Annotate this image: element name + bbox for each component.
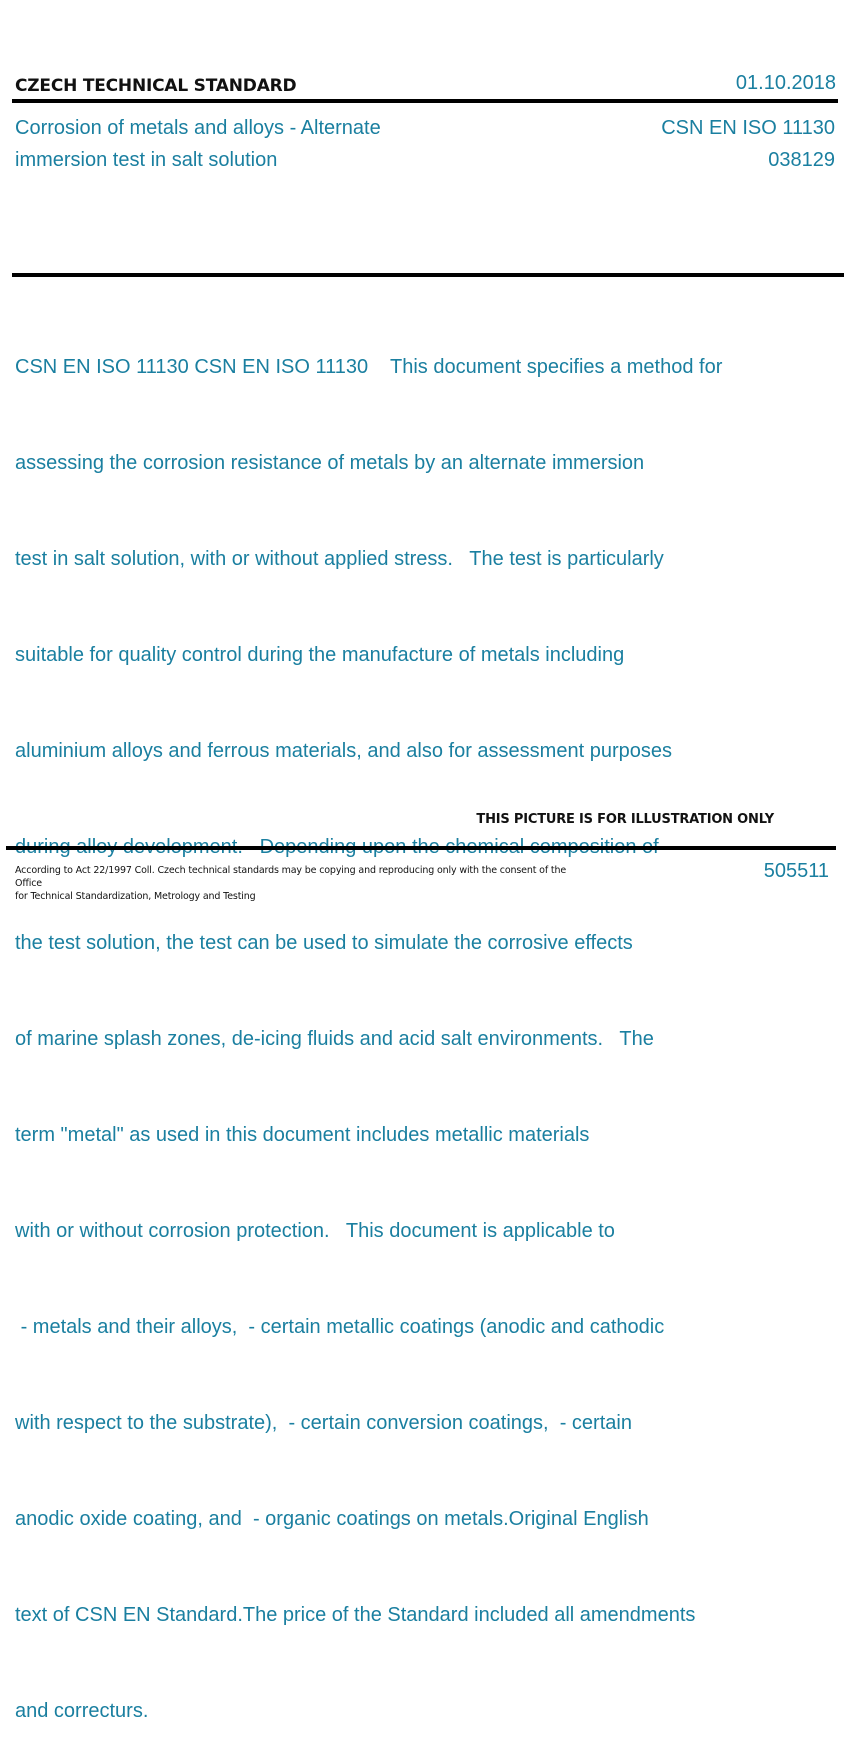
catalog-number: 505511 xyxy=(763,860,829,882)
bottom-divider xyxy=(6,846,836,850)
abstract-line: the test solution, the test can be used to simulate the corrosive effects xyxy=(15,932,633,954)
abstract-line: of marine splash zones, de-icing fluids and acid salt environments. The xyxy=(15,1028,654,1050)
abstract-line: suitable for quality control during the manufacture of metals including xyxy=(15,644,625,666)
abstract-line: term "metal" as used in this document includes metallic materials xyxy=(15,1124,590,1146)
standard-title-line: immersion test in salt solution xyxy=(15,149,278,171)
standard-title-line: Corrosion of metals and alloys - Alternate xyxy=(15,117,381,139)
top-divider xyxy=(12,99,838,103)
abstract-line: assessing the corrosion resistance of metals by an alternate immersion xyxy=(15,452,645,474)
abstract-line: anodic oxide coating, and - organic coatings on metals.Original English xyxy=(15,1508,649,1530)
abstract-line: aluminium alloys and ferrous materials, and also for assessment purposes xyxy=(15,740,672,762)
standard-title xyxy=(15,112,475,176)
standard-code: CSN EN ISO 11130 xyxy=(661,117,835,139)
standard-codes xyxy=(661,112,835,176)
abstract-line: with or without corrosion protection. This document is applicable to xyxy=(15,1220,615,1242)
document-heading: CZECH TECHNICAL STANDARD xyxy=(15,76,297,96)
copyright-note xyxy=(15,864,595,903)
standard-number: 038129 xyxy=(768,149,835,171)
publication-date: 01.10.2018 xyxy=(735,72,836,94)
abstract-line: test in salt solution, with or without applied stress. The test is particularly xyxy=(15,548,664,570)
illustration-note: THIS PICTURE IS FOR ILLUSTRATION ONLY xyxy=(476,812,774,827)
copyright-line: for Technical Standardization, Metrology and Testing xyxy=(15,891,256,902)
abstract-line: and correcturs. xyxy=(15,1700,149,1722)
abstract-line: CSN EN ISO 11130 CSN EN ISO 11130 This document specifies a method for xyxy=(15,356,723,378)
copyright-line: According to Act 22/1997 Coll. Czech technical standards may be copying and reproducing only with the consent of the Office xyxy=(15,865,567,889)
section-divider xyxy=(12,273,844,277)
abstract-line: - metals and their alloys, - certain metallic coatings (anodic and cathodic xyxy=(15,1316,665,1338)
abstract-line: with respect to the substrate), - certain conversion coatings, - certain xyxy=(15,1412,632,1434)
abstract-line: text of CSN EN Standard.The price of the Standard included all amendments xyxy=(15,1604,696,1626)
abstract-text xyxy=(15,287,795,1759)
